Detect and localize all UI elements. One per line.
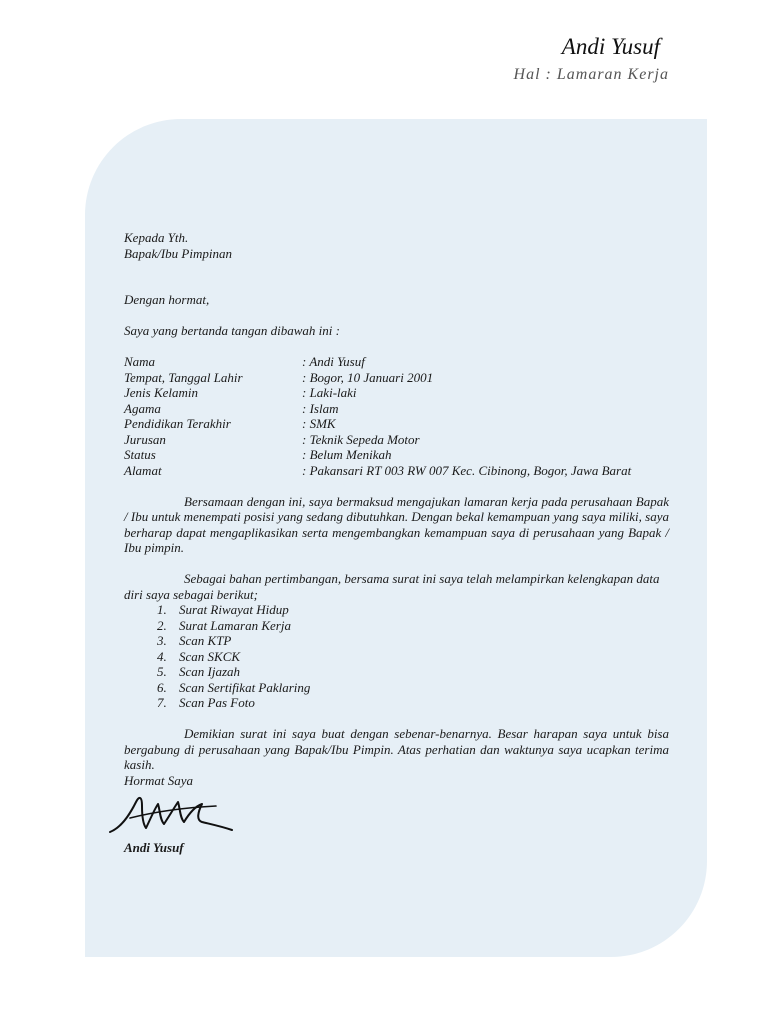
header-name: Andi Yusuf [561, 34, 660, 59]
field-value: : Pakansari RT 003 RW 007 Kec. Cibinong, Bogor, Jawa Barat [302, 462, 632, 478]
list-item [124, 680, 669, 696]
field-label: Nama [124, 354, 156, 369]
field-label: Jenis Kelamin [124, 385, 199, 400]
list-item [124, 618, 669, 634]
field-value: : Belum Menikah [302, 447, 392, 462]
greeting: Dengan hormat, [124, 292, 210, 307]
paragraph-attachments-intro: Sebagai bahan pertimbangan, bersama surat ini saya telah melampirkan kelengkapan data diri saya sebagai berikut; [124, 571, 660, 602]
paragraph-closing: Demikian surat ini saya buat dengan sebenar-benarnya. Besar harapan saya untuk bisa bergabung di perusahaan yang Bapak/Ibu Pimpin. Atas perhatian dan waktunya saya ucapkan terima kasih. [124, 726, 669, 772]
field-value: : Islam [302, 400, 339, 416]
field-label: Alamat [124, 462, 162, 478]
field-row [124, 401, 669, 417]
field-value: : Laki-laki [302, 385, 357, 400]
field-row [124, 354, 669, 370]
field-value: : Andi Yusuf [302, 354, 365, 369]
list-number: 5. [157, 664, 167, 679]
field-label: Agama [124, 400, 161, 416]
header-subject: Hal : Lamaran Kerja [513, 66, 669, 83]
list-text: Surat Lamaran Kerja [179, 617, 291, 633]
list-number: 7. [157, 695, 167, 710]
list-text: Scan Ijazah [179, 664, 241, 679]
list-number: 6. [157, 679, 167, 695]
list-item [124, 602, 669, 618]
closing-phrase: Hormat Saya [124, 772, 193, 788]
list-text: Scan KTP [179, 633, 232, 648]
list-number: 2. [157, 617, 167, 633]
personal-data [124, 354, 669, 478]
letter-body [124, 230, 669, 856]
list-text: Surat Riwayat Hidup [179, 602, 289, 617]
list-number: 1. [157, 602, 167, 617]
field-label: Jurusan [124, 431, 166, 447]
intro: Saya yang bertanda tangan dibawah ini : [124, 323, 340, 338]
list-text: Scan SKCK [179, 648, 241, 664]
signature-image [106, 788, 236, 840]
field-row [124, 385, 669, 401]
field-label: Status [124, 447, 156, 462]
list-number: 3. [157, 633, 167, 648]
field-row [124, 463, 669, 479]
list-text: Scan Sertifikat Paklaring [179, 679, 311, 695]
field-value: : SMK [302, 416, 336, 431]
signer-name: Andi Yusuf [124, 840, 184, 855]
field-label: Pendidikan Terakhir [124, 416, 231, 431]
field-value: : Bogor, 10 Januari 2001 [302, 369, 434, 385]
field-row [124, 370, 669, 386]
list-number: 4. [157, 648, 167, 664]
recipient-line-2: Bapak/Ibu Pimpinan [124, 245, 232, 261]
paragraph-intent: Bersamaan dengan ini, saya bermaksud mengajukan lamaran kerja pada perusahaan Bapak / Ibu untuk menempati posisi yang sedang dibutuhkan. Dengan bekal kemampuan yang saya miliki, saya berharap dapat mengaplikasikan serta mengembangkan kemampuan saya di perusahaan yang Bapak / Ibu pimpin. [124, 493, 669, 555]
list-item [124, 664, 669, 680]
attachment-list [124, 602, 669, 711]
field-row [124, 432, 669, 448]
field-row [124, 416, 669, 432]
field-label: Tempat, Tanggal Lahir [124, 369, 243, 385]
list-item [124, 633, 669, 649]
field-value: : Teknik Sepeda Motor [302, 431, 420, 447]
list-item [124, 649, 669, 665]
recipient-line-1: Kepada Yth. [124, 230, 189, 245]
list-item [124, 695, 669, 711]
list-text: Scan Pas Foto [179, 695, 255, 710]
field-row [124, 447, 669, 463]
